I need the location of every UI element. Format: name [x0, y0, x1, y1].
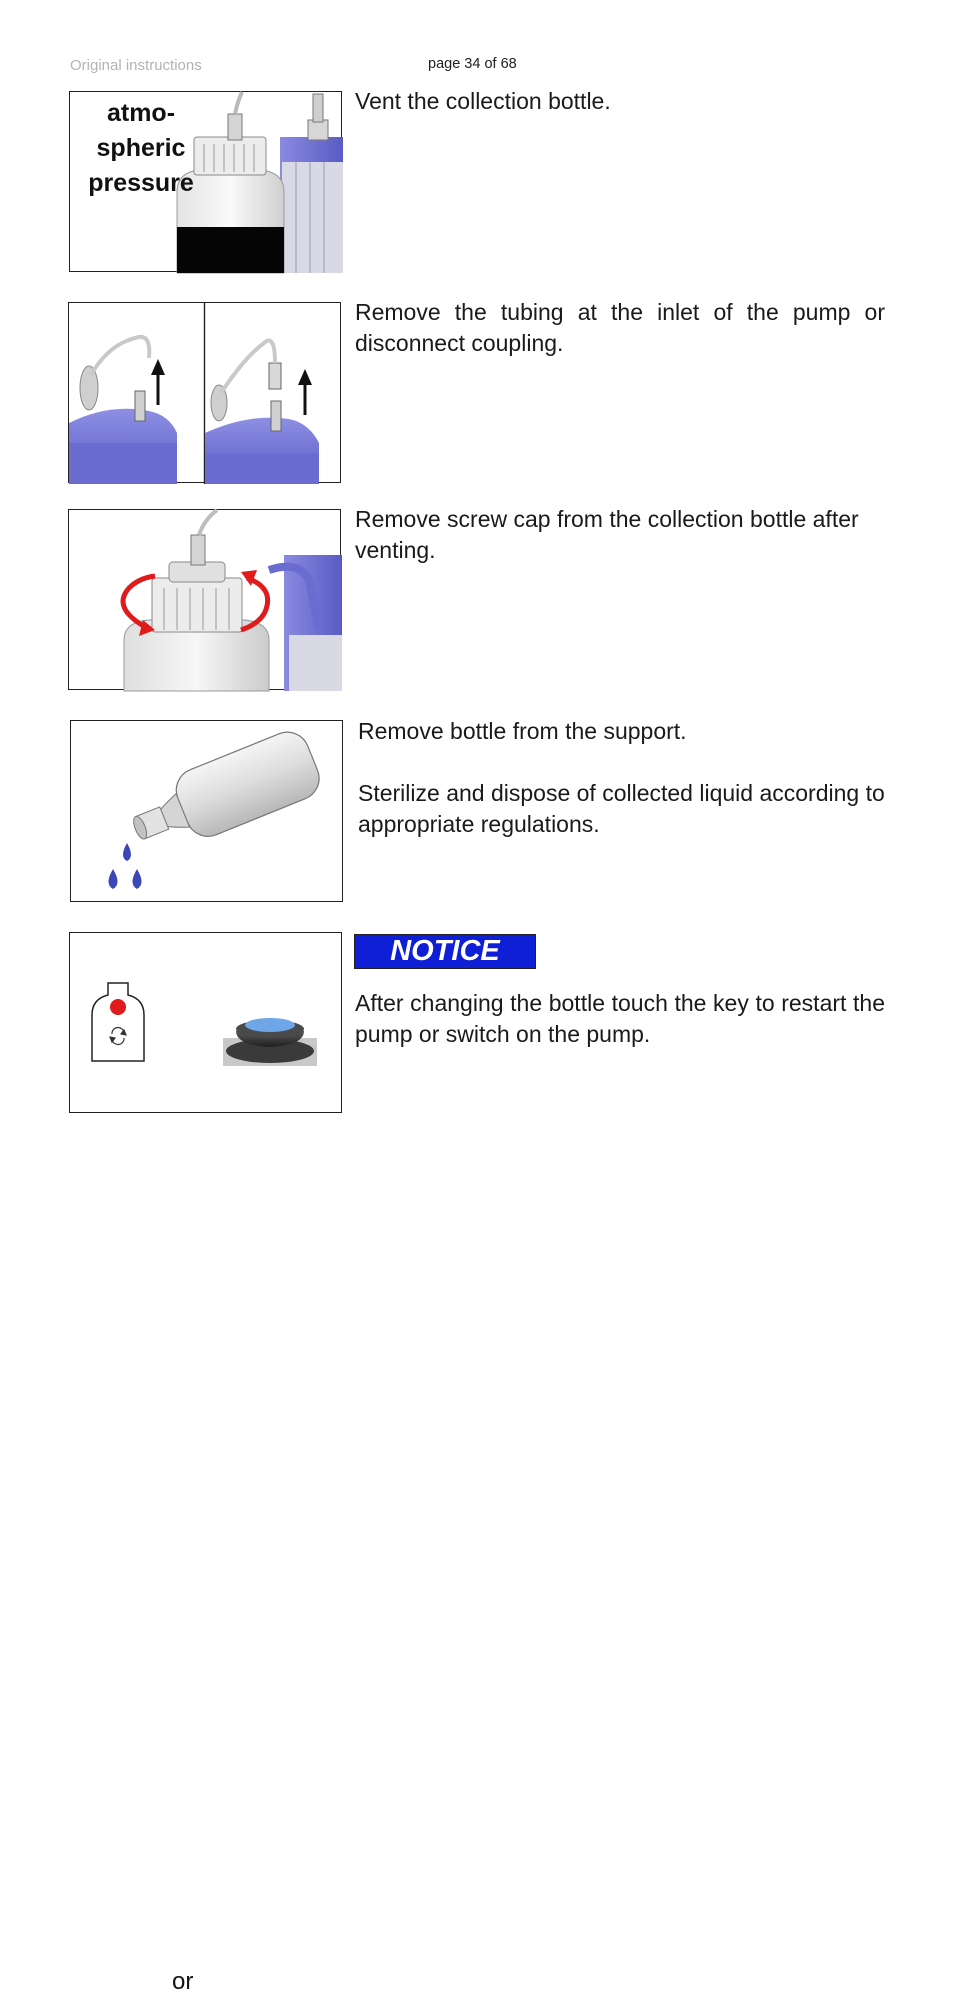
- step-5-text: After changing the bottle touch the key to restart the pump or switch on the pump.: [355, 990, 885, 1047]
- step-1-text: Vent the collection bottle.: [355, 88, 611, 114]
- restart-key-illustration: [70, 933, 343, 1114]
- atmospheric-pressure-label: atmo- spheric pressure: [88, 99, 194, 197]
- figure-restart-key: [69, 932, 342, 1995]
- header-page-number: page 34 of 68: [428, 56, 517, 72]
- bottle-change-indicator-icon: [110, 999, 126, 1015]
- figure-remove-tubing: [68, 302, 341, 483]
- header-document-label: Original instructions: [70, 57, 202, 74]
- start-button-icon: [245, 1018, 295, 1032]
- remove-cap-illustration: [69, 510, 342, 691]
- notice-badge: NOTICE: [354, 934, 536, 969]
- step-2-text: Remove the tubing at the inlet of the pump or disconnect coupling.: [355, 299, 885, 356]
- figure-remove-bottle: [70, 720, 343, 902]
- remove-tubing-illustration: [69, 303, 342, 484]
- step-4-text-2: Sterilize and dispose of collected liquid according to appropriate regulations.: [358, 780, 885, 837]
- or-label: or: [172, 1968, 194, 1995]
- figure-remove-screw-cap: [68, 509, 341, 690]
- step-3-text: Remove screw cap from the collection bottle after venting.: [355, 506, 859, 563]
- figure-vent-bottle: [69, 91, 342, 272]
- pour-bottle-illustration: [71, 721, 344, 903]
- step-4-text: Remove bottle from the support.: [358, 718, 687, 744]
